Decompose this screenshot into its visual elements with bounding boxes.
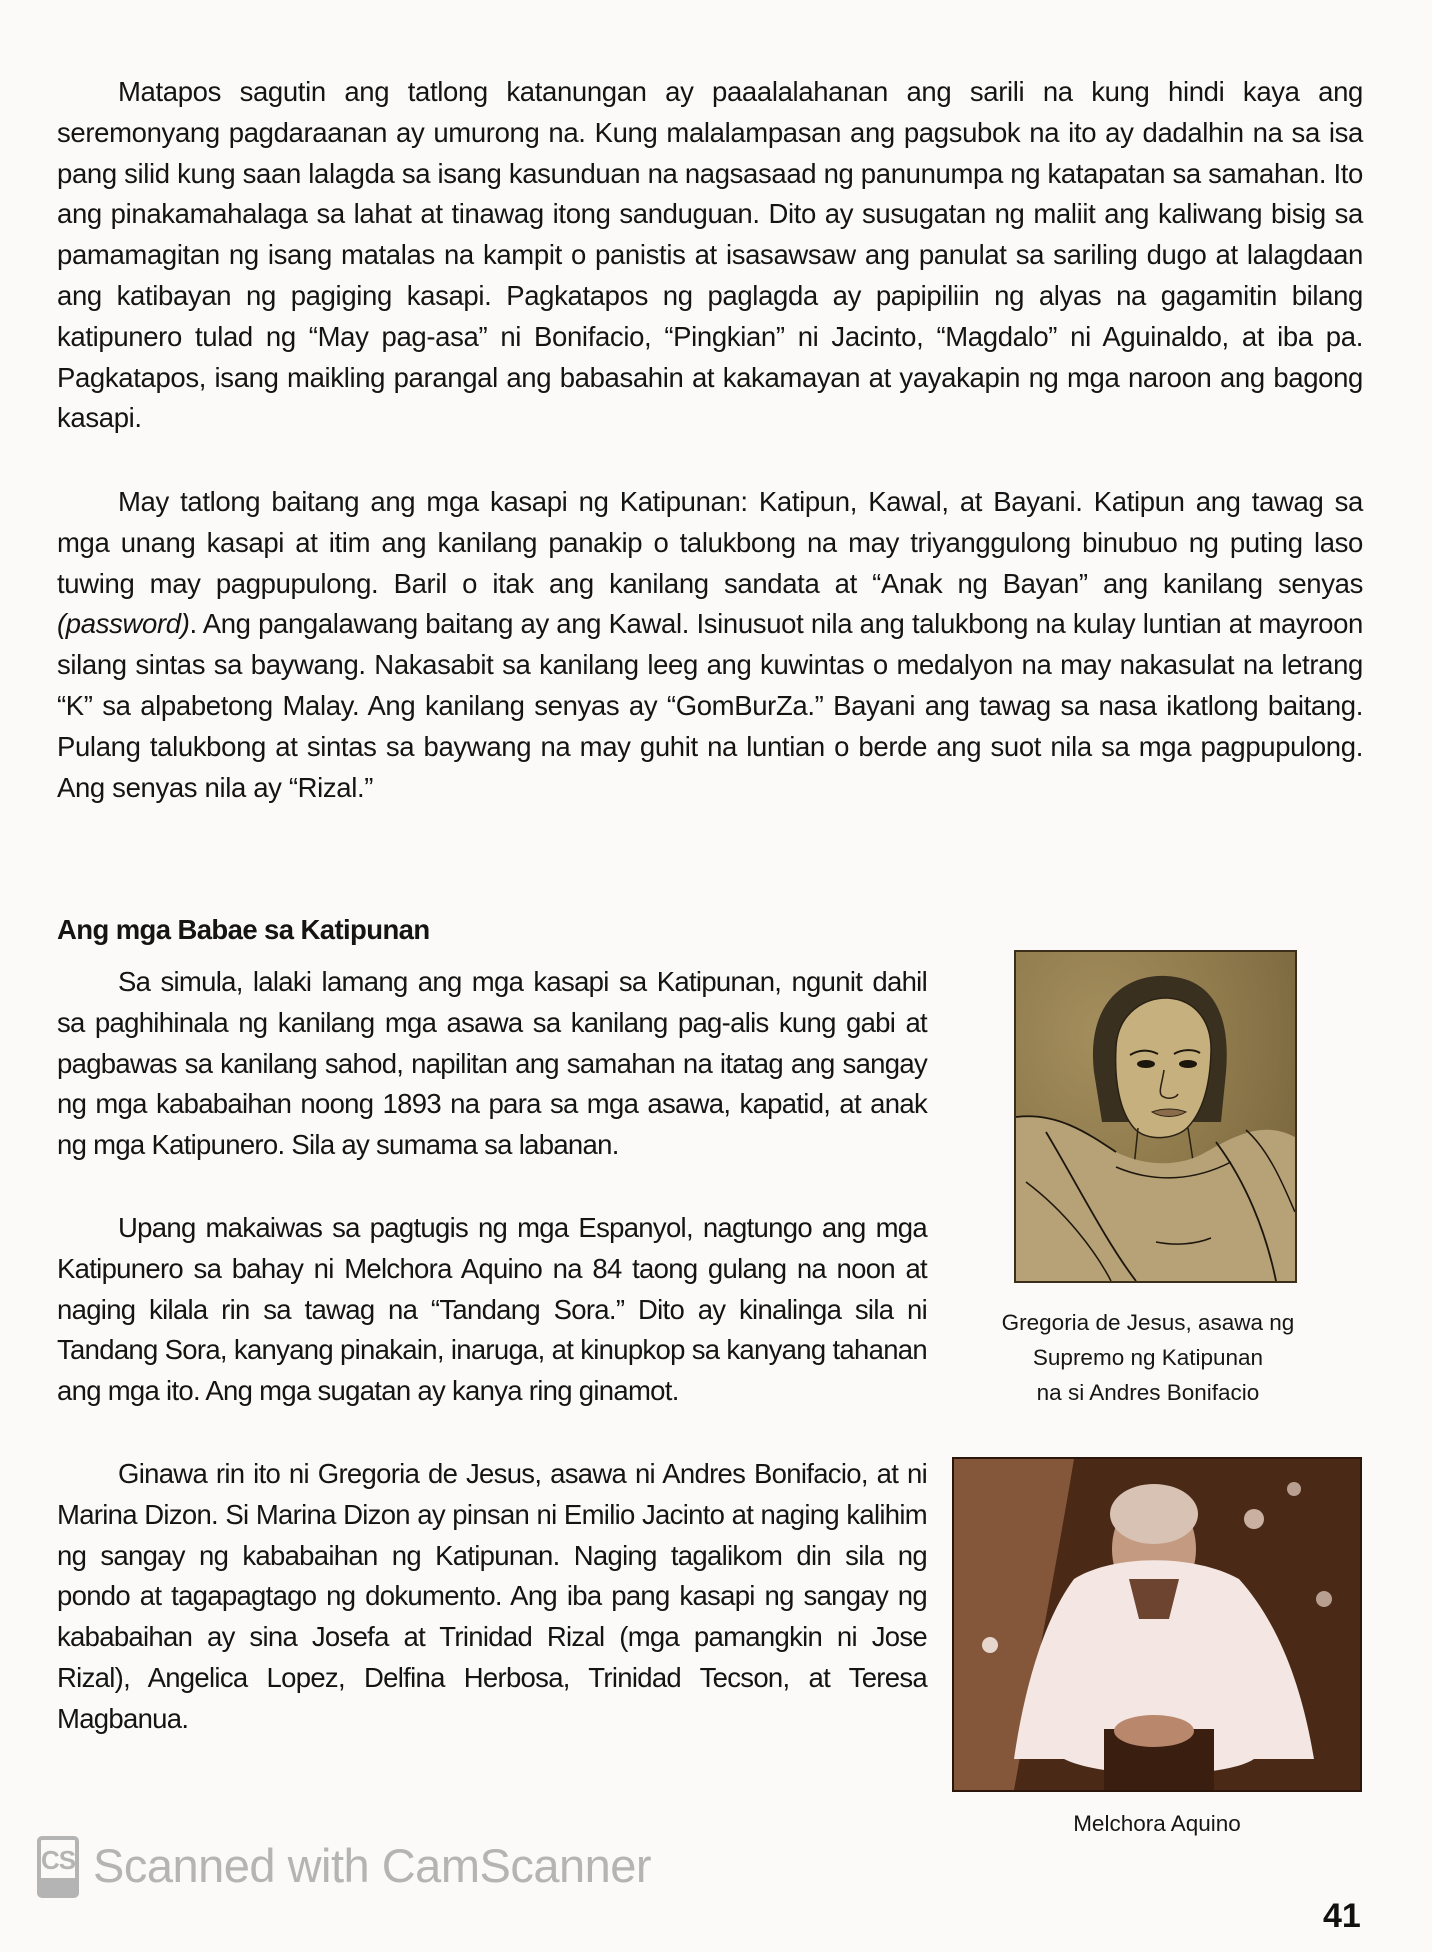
paragraph-three-ranks-part2: . Ang pangalawang baitang ay ang Kawal. Isinusuot nila ang talukbong na kulay luntian at mayroon silang sintas sa baywang. Nakasabit sa kanilang leeg ang kuwintas o medalyon na may nakasulat na letrang “K” sa alpabetong Malay. Ang kanilang senyas ay “GomBurZa.” Bayani ang tawag sa nasa ikatlong baitang. Pulang talukbong at sintas sa baywang na may guhit na luntian o berde ang suot nila sa mga pagpupulong. Ang senyas nila ay “Rizal.” bbox=[57, 608, 1363, 803]
paragraph-three-ranks-part1: May tatlong baitang ang mga kasapi ng Katipunan: Katipun, Kawal, at Bayani. Katipun ang tawag sa mga unang kasapi at itim ang kanilang panakip o talukbong na may triyanggulong binubuo ng puting laso tuwing may pagpupulong. Baril o itak ang kanilang sandata at “Anak ng Bayan” ang kanilang senyas bbox=[57, 486, 1363, 599]
caption-line: na si Andres Bonifacio bbox=[1036, 1380, 1260, 1405]
camscanner-logo-text: CS bbox=[40, 1845, 76, 1875]
watermark-text: Scanned with CamScanner bbox=[93, 1839, 652, 1892]
melchora-aquino-photo bbox=[952, 1457, 1362, 1792]
section-heading: Ang mga Babae sa Katipunan bbox=[57, 914, 430, 945]
sepia-photo-icon bbox=[954, 1459, 1360, 1790]
password-term: (password) bbox=[57, 608, 190, 640]
caption-line: Melchora Aquino bbox=[1073, 1811, 1241, 1836]
paragraph-initiation-rites: Matapos sagutin ang tatlong katanungan ay paaalalahanan ang sarili na kung hindi kaya ang seremonyang pagdaraanan ay umurong na. Kung malalampasan ang pagsubok na ito ay dadalhin na sa isa pang silid kung saan lalagda sa isang kasunduan na nagsasaad ng panunumpa ng katapatan sa samahan. Ito ang pinakamahalaga sa lahat at tinawag itong sanduguan. Dito ay susugatan ng maliit ang kaliwang bisig sa pamamagitan ng isang matalas na kampit o panistis at isasawsaw ang panulat sa sariling dugo at lalagdaan ang katibayan ng pagiging kasapi. Pagkatapos ng paglagda ay papipiliin ng alyas na gagamitin bilang katipunero tulad ng “May pag-asa” ni Bonifacio, “Pingkian” ni Jacinto, “Magdalo” ni Aguinaldo, at iba pa. Pagkatapos, isang maikling parangal ang babasahin at kakamayan at yayakapin ng mga naroon ang bagong kasapi. bbox=[57, 76, 1363, 434]
paragraph-women-branch: Sa simula, lalaki lamang ang mga kasapi sa Katipunan, ngunit dahil sa paghihinala ng kanilang mga asawa sa kanilang pag-alis kung gabi at pagbawas sa kanilang sahod, napilitan ang samahan na itatag ang sangay ng mga kababaihan noong 1893 na para sa mga asawa, kapatid, at anak ng mga Katipunero. Sila ay sumama sa labanan. bbox=[57, 966, 927, 1161]
caption-line: Gregoria de Jesus, asawa ng bbox=[1001, 1310, 1295, 1335]
gregoria-caption bbox=[950, 1305, 1346, 1410]
paragraph-tandang-sora: Upang makaiwas sa pagtugis ng mga Espanyol, nagtungo ang mga Katipunero sa bahay ni Melchora Aquino na 84 taong gulang na noon at naging kilala rin sa tawag na “Tandang Sora.” Dito ay kinalinga sila ni Tandang Sora, kanyang pinakain, inaruga, at kinupkop sa kanyang tahanan ang mga ito. Ang mga sugatan ay kanya ring ginamot. bbox=[57, 1212, 927, 1407]
melchora-caption bbox=[952, 1806, 1362, 1841]
caption-line: Supremo ng Katipunan bbox=[1032, 1345, 1264, 1370]
camscanner-logo-icon bbox=[37, 1836, 79, 1898]
paragraph-other-members: Ginawa rin ito ni Gregoria de Jesus, asawa ni Andres Bonifacio, at ni Marina Dizon. Si Marina Dizon ay pinsan ni Emilio Jacinto at naging kalihim ng sangay ng kababaihan ng Katipunan. Naging tagalikom din sila ng pondo at tagapagtago ng dokumento. Ang iba pang kasapi ng sangay ng kababaihan ay sina Josefa at Trinidad Rizal (mga pamangkin ni Jose Rizal), Angelica Lopez, Delfina Herbosa, Trinidad Tecson, at Teresa Magbanua. bbox=[57, 1458, 927, 1734]
page-number: 41 bbox=[1323, 1897, 1361, 1935]
paragraph-three-ranks bbox=[57, 482, 1363, 808]
gregoria-de-jesus-portrait bbox=[1014, 950, 1297, 1283]
camscanner-watermark bbox=[37, 1836, 651, 1898]
portrait-drawing-icon bbox=[1016, 952, 1295, 1281]
